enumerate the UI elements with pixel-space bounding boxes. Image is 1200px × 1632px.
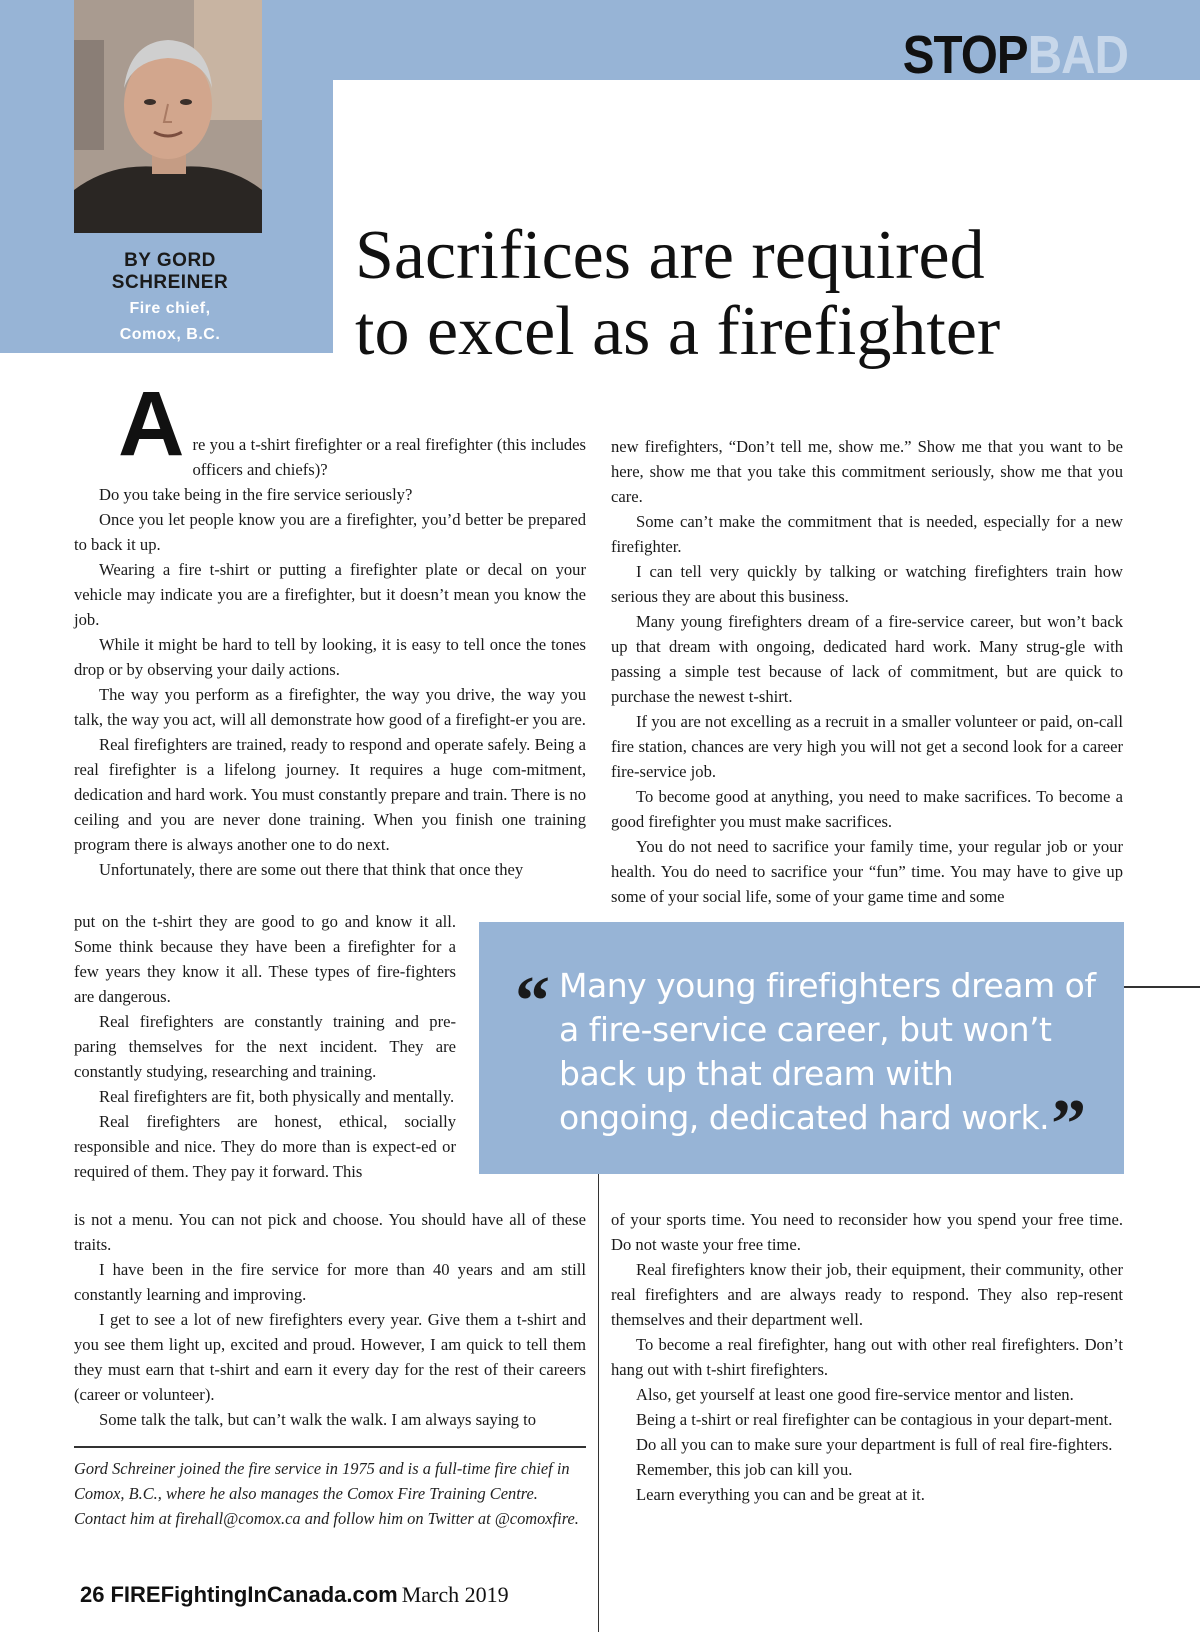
page-number: 26 [80,1582,105,1607]
column-label [902,25,1128,85]
body-paragraph: Do you take being in the fire service seriously? [99,485,413,504]
body-paragraph: Some can’t make the commitment that is needed, especially for a new firefighter. [611,512,1123,556]
body-paragraph: Remember, this job can kill you. [636,1460,853,1479]
drop-cap: A [118,373,185,475]
bio-divider [74,1446,586,1448]
author-name: BY GORD SCHREINER [111,250,229,293]
author-role-line2: Comox, B.C. [119,326,221,343]
body-paragraph: Real firefighters are trained, ready to respond and operate safely. Being a real firefighter is a lifelong journey. It requires a huge com-mitment, dedication and hard work. You must constantly prepare and train. There is no ceiling and you are never done training. When you finish one training program there is always another one to do next. [74,735,586,854]
body-paragraph: Once you let people know you are a firefighter, you’d better be prepared to back it up. [74,510,586,554]
publication-site: FIREFightingInCanada.com [110,1582,398,1607]
column-1-top [74,373,586,882]
column-divider [598,1174,599,1632]
page-footer [80,1582,509,1608]
body-paragraph: Also, get yourself at least one good fire-service mentor and listen. [636,1385,1074,1404]
body-paragraph: If you are not excelling as a recruit in a smaller volunteer or paid, on-call fire station, chances are very high you will not get a second look for a career fire-service job. [611,712,1123,781]
body-paragraph: Many young firefighters dream of a fire-service career, but won’t back up that dream with ongoing, dedicated hard work. Many strug-gle with passing a simple test because of lack of commitment, but are quick to purchase the newest t-shirt. [611,612,1123,706]
intro-text: re you a t-shirt firefighter or a real firefighter (this includes officers and chiefs)? [192,435,586,479]
body-paragraph: I have been in the fire service for more than 40 years and am still constantly learning and improving. [74,1260,586,1304]
body-paragraph: I can tell very quickly by talking or watching firefighters train how serious they are about this business. [611,562,1123,606]
body-paragraph: put on the t-shirt they are good to go and know it all. Some think because they have been a firefighter for a few years they know it all. These types of fire-fighters are dangerous. [74,912,456,1006]
column-label-stop: STOP [902,25,1028,85]
body-paragraph: Unfortunately, there are some out there that think that once they [99,860,524,879]
byline [72,250,268,348]
column-label-bad: BAD [1027,25,1128,85]
body-paragraph: To become a real firefighter, hang out with other real firefighters. Don’t hang out with t-shirt firefighters. [611,1335,1123,1379]
body-paragraph: While it might be hard to tell by looking, it is easy to tell once the tones drop or by observing your daily actions. [74,635,586,679]
column-2-bottom [611,1207,1123,1507]
author-photo [74,0,262,233]
author-role-line1: Fire chief, [129,300,211,317]
pull-quote-rule [1124,986,1200,988]
close-quote-mark: ” [1051,1086,1086,1163]
body-paragraph: To become good at anything, you need to make sacrifices. To become a good firefighter you must make sacrifices. [611,787,1123,831]
page-title [355,218,1175,370]
body-paragraph: Learn everything you can and be great at it. [636,1485,925,1504]
column-2-top [611,434,1123,909]
body-paragraph: Real firefighters are constantly training and pre-paring themselves for the next incident. They are constantly studying, researching and training. [74,1012,456,1081]
intro-paragraph [74,373,586,482]
body-paragraph: You do not need to sacrifice your family time, your regular job or your health. You do need to sacrifice your “fun” time. You may have to give up some of your social life, some of your game time and some [611,837,1123,906]
body-paragraph: Real firefighters are honest, ethical, socially responsible and nice. They do more than is expect-ed or required of them. They pay it forward. This [74,1112,456,1181]
body-paragraph: Real firefighters are fit, both physically and mentally. [99,1087,455,1106]
author-portrait-image [74,0,262,233]
pull-quote-box: “ Many young firefighters dream of a fire-service career, but won’t back up that dream with ongoing, dedicated hard work.” [479,922,1124,1174]
column-1-narrow [74,909,456,1184]
title-line-2: to excel as a firefighter [355,293,1001,370]
body-paragraph: Some talk the talk, but can’t walk the walk. I am always saying to [99,1410,537,1429]
body-paragraph: I get to see a lot of new firefighters every year. Give them a t-shirt and you see them light up, excited and proud. However, I am quick to tell them they must earn that t-shirt and earn it every day for the rest of their careers (career or volunteer). [74,1310,586,1404]
body-paragraph: new firefighters, “Don’t tell me, show me.” Show me that you want to be here, show me that you take this commitment seriously, show me that you care. [611,437,1123,506]
body-paragraph: Do all you can to make sure your department is full of real fire-fighters. [636,1435,1113,1454]
author-bio: Gord Schreiner joined the fire service in 1975 and is a full-time fire chief in Comox, B.C., where he also manages the Comox Fire Training Centre. Contact him at firehall@comox.ca and follow him on Twitter at @comoxfire. [74,1459,579,1528]
title-line-1: Sacrifices are required [355,217,985,294]
body-paragraph: Wearing a fire t-shirt or putting a firefighter plate or decal on your vehicle may indicate you are a firefighter, but it doesn’t mean you know the job. [74,560,586,629]
body-paragraph: is not a menu. You can not pick and choose. You should have all of these traits. [74,1210,586,1254]
body-paragraph: Being a t-shirt or real firefighter can be contagious in your depart-ment. [636,1410,1113,1429]
pull-quote-body: Many young firefighters dream of a fire-service career, but won’t back up that dream with ongoing, dedicated hard work. [559,966,1096,1137]
body-paragraph: of your sports time. You need to reconsider how you spend your free time. Do not waste your free time. [611,1210,1123,1254]
body-paragraph: The way you perform as a firefighter, the way you drive, the way you talk, the way you act, will all demonstrate how good of a firefight-er you are. [74,685,586,729]
column-1-bottom [74,1207,586,1432]
body-paragraph: Real firefighters know their job, their equipment, their community, other real firefighters and are always ready to respond. They also rep-resent themselves and their department well. [611,1260,1123,1329]
issue-date: March 2019 [401,1582,509,1607]
pull-quote-text [559,964,1099,1163]
